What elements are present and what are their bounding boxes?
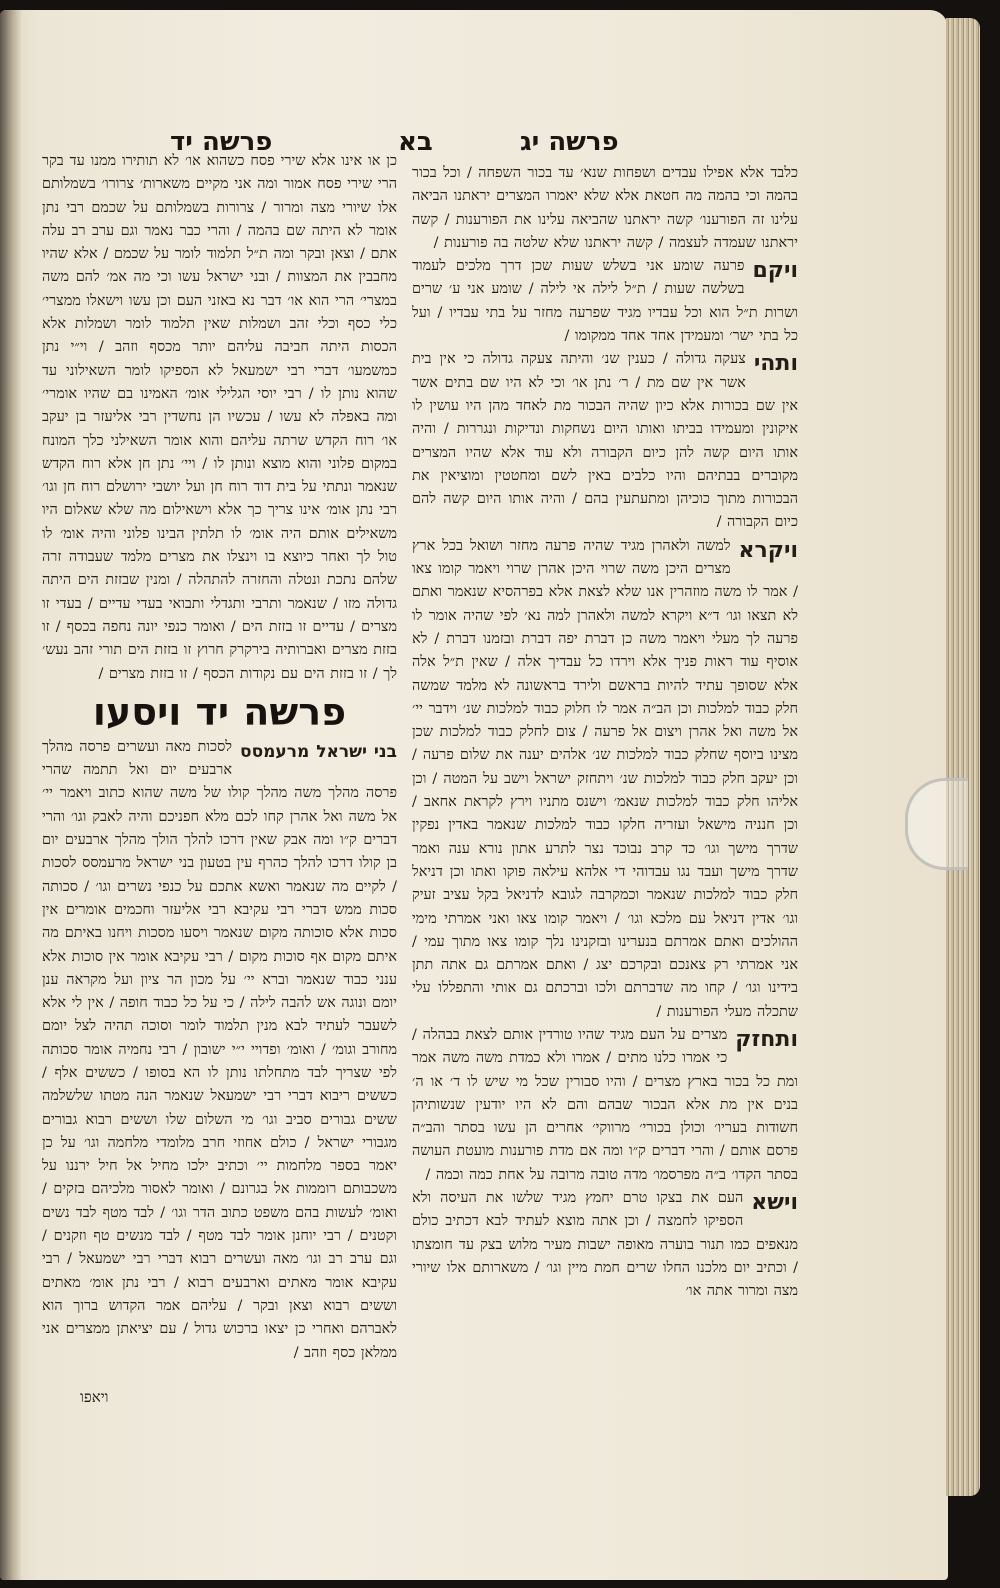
section-text: למשה ולאהרן מגיד שהיה פרעה מחזר ושואל בכל ארץ מצרים היכן משה שרוי היכן אהרן שרוי ויאמר קומו צאו / אמר לו משה מוזהרין אנו שלא לצאת אלא בפרהסיא שנאמר ואתם לא תצאו וגו׳ ד״א ויקרא למשה ולאהרן למה נא׳ לפי שהיה אומר לו פרעה לך מעלי ויאמר משה כן דברת יפה דברת ובזמנו דברת / לא אוסיף עוד ראות פניך אלא וירדו כל עבדיך אלה / שאין ת״ל אלה אלא שסופך עתיד להיות בראשם ולירד בראשונה לא מלמד שמשה חלק כבוד למלכות וכן הב״ה אמר לו חלוק כבוד למלכות שנ׳ וידבר יי׳ אל משה ואל אהרן ויצום אל פרעה / צום לחלק כבוד למלכות שכן מצינו ביוסף שחלק כבוד למלכות שנ׳ אלהים יענה את שלום פרעה / וכן יעקב חלק כבוד למלכות שנ׳ ויתחזק ישראל וישב על המטה / וכן אליהו חלק כבוד למלכות שנאמ׳ וישנס מתניו וירץ לקראת אחאב / וכן חנניה מישאל ועזריה חלקו כבוד למלכות שנאמר באדין נפקין שדרך מישך וגו׳ כד קרב נבוכד נצר לתרע אתון נורא ענה ואמר שדרך מישך ועבד נגו עבדוהי די אלהא עילאה פוקו ואתו וכן דניאל חלק כבוד למלכות שנאמר וכמקרבה לגובא לדניאל בקל עציב זעיק וגו׳ אדין דניאל עם מלכא וגו׳ / ויאמר קומו צאו ואני אמרתי מימי ההולכים ואתם אמרתם בנערינו ובזקנינו נלך קומו צאו מתוך עמי / אני אמרתי רק צאנכם ובקרכם יצג / ואתם אמרתם גם אתה תתן בידינו וגו׳ / קחו מה שדברתם ולכו וברכתם גם אותי והתפללו עלי שתכלה מעלי הפורענות / [412,537,798,1020]
page-clip [905,778,968,870]
running-head-right-parasha: פרשה יג [520,127,619,157]
parasha-body [42,736,397,1365]
lemma-vayisa: וישא [751,1190,798,1216]
section-text: מצרים על העם מגיד שהיו טורדין אותם לצאת בבהלה / כי אמרו כלנו מתים / אמרו ולא כמדת משה משה אמר ומת כל בכור בארץ מצרים / והיו סבורין שכל מי שיש לו ד׳ או ה׳ בנים אין מת אלא הבכור שבהם והם לא היו יודעין שנשותיהן חשודות בעריו׳ וכולן בכורי׳ מרווקי׳ אחרים הן עשו בסתר והב״ה פרסם אותם / והרי דברים ק״ו ומה אם מדת פורענות מועטת העושה בסתר הקדו׳ ב״ה מפרסמו׳ מדה טובה מרובה על אחת כמה וכמה / [412,1026,798,1183]
lemma-bnei-yisrael: בני ישראל מרעמסס [240,741,397,762]
running-head-left-parasha: פרשה יד [170,127,273,157]
lemma-vayakom: ויקם [752,258,798,284]
section-vayikra [412,535,798,1024]
parasha-heading: פרשה יד ויסעו [92,689,347,734]
intro-paragraph: כלבד אלא אפילו עבדים ושפחות שנא׳ עד בכור השפחה / וכל בכור בהמה וכי בהמה מה חטאת אלא שלא יאמרו המצרים יראתנו הביאה עלינו זה הפורענו׳ קשה יראתנו שהביאה עלינו את הפורענות / קשה יראתנו שעמדה לעצמה / קשה יראתנו שלא שלטה בה פורענות / [412,165,798,251]
left-column [42,150,397,1382]
left-top-text: כן או אינו אלא שירי פסח כשהוא או׳ לא תותירו ממנו עד בקר הרי שירי פסח אמור ומה אני מקיים משארות׳ צרורו׳ בשמלותם אלו שיורי מצה ומרור / צרורות בשמלותם על שכמם רבי נתן אומר לא היתה שם בהמה / והרי כבר נאמר וגם ערב רב עלה אתם / וצאן ובקר ומה ת״ל תלמוד לומר על שכמם / אלא שהיו מחבבין את המצוות / ובני ישראל עשו וכי מה אמ׳ להם משה במצרי׳ הרי הוא או׳ דבר נא באזני העם וכן עשו וישאלו ממצרי׳ כלי כסף וכלי זהב ושמלות שאין תלמוד לומר ושמלות אלא הכסות היתה חביבה עליהם יותר מכסף וזהב / וי״י נתן כמשמעו׳ דברי רבי ישמעאל לא הספיקו לומר השאילוני עד שהוא נותן לו / רבי יוסי הגלילי אומ׳ האמינו בם שהיו אומרי׳ ומה באפלה לא עשו / עכשיו הן נחשדין רבי אליעזר בן יעקב או׳ רוח הקדש שרתה עליהם והוא אומר השאילני כלך המונח במקום פלוני והוא מוצא ונותן לו / ויי׳ נתן חן אלא רוח הקדש שנאמר ונתתי על בית דוד רוח חן ועל יושבי ירושלם רוח חן וגו׳ רבי נתן אומ׳ אינו צריך כך אלא וישאילום מה שלא שאלום היו משאילים אותם היה אומ׳ לו תלתין הבינו פלוני והיה אומ׳ לו טול לך ואחר כיוצא בו וינצלו את מצרים מלמד שעבודה זרה שלהם נתכת ונטלה והחזרה להתהלה / ומנין שבזזת הים היתה גדולה מזו / שנאמר ותרבי ותגדלי ותבואי בעדי עדיים / בעדי זו מצרים / עדיים זו בזזת הים / ואומר כנפי יונה נחפה בכסף / זו בזזת מצרים ואברותיה בירקרק חרוץ זו בזזת הים תורי זהב נעש׳ לך / זו בזזת הים עם נקודות הכסף / זו בזזת מצרים / [42,153,397,682]
section-vayakom [412,255,798,348]
running-head-word: בא [398,127,433,157]
right-column [412,162,798,1410]
book-gutter [0,10,22,1580]
section-vayisa [412,1187,798,1303]
lemma-vatehi: ותהי [753,351,798,377]
section-vatechezak [412,1024,798,1187]
section-text: צעקה גדולה / כענין שנ׳ והיתה צעקה גדולה כי אין בית אשר אין שם מת / ר׳ נתן או׳ וכי לא היו שם בתים אשר אין שם בכורות אלא כיון שהיה הבכור מת לאחד מהן היו עושין לו איקונין ומעמידו בביתו ואותו היום נשחקות ונדיקות ונגררות / והיה אותו היום קשה להן כיום הקבורה ולא עוד אלא שהיו המצרים מקוברים בבתיהם והיו כלבים באין לשם ומחטטין ומוציאין את הבכורות מתוך כוכיהן ומתעתעין בהם / והיה אותו היום קשה להם כיום הקבורה / [412,351,798,531]
book-page [0,10,948,1580]
page-edges [946,18,980,1496]
parasha-body-text: לסכות מאה ועשרים פרסה מהלך ארבעים יום ואל תתמה שהרי פרסה מהלך משה מהלך קולו של משה שהוא כתוב ויאמר יי׳ אל משה ואל אהרן קחו לכם מלא חפניכם והיה לאבק וגו׳ והרי דברים ק״ו ומה אבק שאין דרכו להלך הולך מהלך ארבעים יום בן קולו דרכו להלך כהרף עין בטעון בני ישראל מרעמסס לסכות / לקיים מה שנאמר ואשא אתכם על כנפי נשרים וגו׳ / סכותה סכות ממש דברי רבי עקיבא רבי אליעזר וחכמים אומרים אין סכות אלא סוכותה מקום שנאמר ויסעו מסכות ויחנו באיתם מה איתם מקום אף סוכות מקום / רבי עקיבא אומר אין סוכות אלא ענני כבוד שנאמר וברא יי׳ על מכון הר ציון ועל מקראה ענן יומם ונוגה אש להבה לילה / כי על כל כבוד חופה / אין לי אלא לשעבר לעתיד לבא מנין תלמוד לומר וסוכה תהיה לצל יומם מחורב וגומ׳ / ואומ׳ ופדויי י״י ישובון / רבי נחמיה אומר סכותה לפי שצריך לבד מתחלתו נותן לו הא בסופו / כששים אלף / כששים ריבוא דברי רבי ישמעאל שנאמר הנה מטתו שלשלמה ששים גבורים סביב וגו׳ מי השלום שלו וששים רבוא גבורים מגבורי ישראל / כולם אחוזי חרב מלומדי מלחמה וגו׳ על כן יאמר בספר מלחמות יי׳ וכתיב ילכו מחיל אל חיל ירננו על משכבותם רוממות אל בגרונם / ואומר לאסור מלכיהם בזקים / ואומ׳ לעשות בהם משפט כתוב הדר וגו׳ / לבד מטף לבד נשים וקטנים / רבי יוחנן אומר לבד מטף / לבד מנשים טף וזקנים / וגם ערב רב וגו׳ מאה ועשרים רבוא דברי רבי ישמעאל / רבי עקיבא אומר מאתים וארבעים רבוא / רבי נתן אומ׳ מאתים וששים רבוא וצאן ובקר / עליהם אמר הקדוש ברוך הוא לאברהם ואחרי כן יצאו ברכוש גדול / עם יציאתן ממצרים אני ממלאן כסף וזהב / [42,738,397,1361]
section-vatehi [412,348,798,534]
catchword: ויאפו [80,1388,109,1406]
section-text: העם את בצקו טרם יחמץ מגיד שלשו את העיסה ולא הספיקו לחמצה / וכן אתה מוצא לעתיד לבא דכתיב כולם מנאפים כמו תנור בוערה מאופה ישבות מעיר מלוש בצק עד חומצתו / וכתיב יום מלכנו החלו שרים חמת מיין וגו׳ / משארותם אלו שיורי מצה ומרור אתה או׳ [412,1190,798,1300]
lemma-vayikra: ויקרא [738,537,798,563]
lemma-vatechezak: ותחזק [735,1026,798,1052]
section-text: פרעה שומע אני בשלש שעות שכן דרך מלכים לעמוד בשלשה שעות / ת״ל לילה אי לילה / שומע אני ע׳ שרים ושרות ת״ל הוא וכל עבדיו מגיד שפרעה מחזר על בתי עבדיו / ועל כל בתי ישר׳ ומעמידן אחד אחד ממקומו / [412,258,798,345]
